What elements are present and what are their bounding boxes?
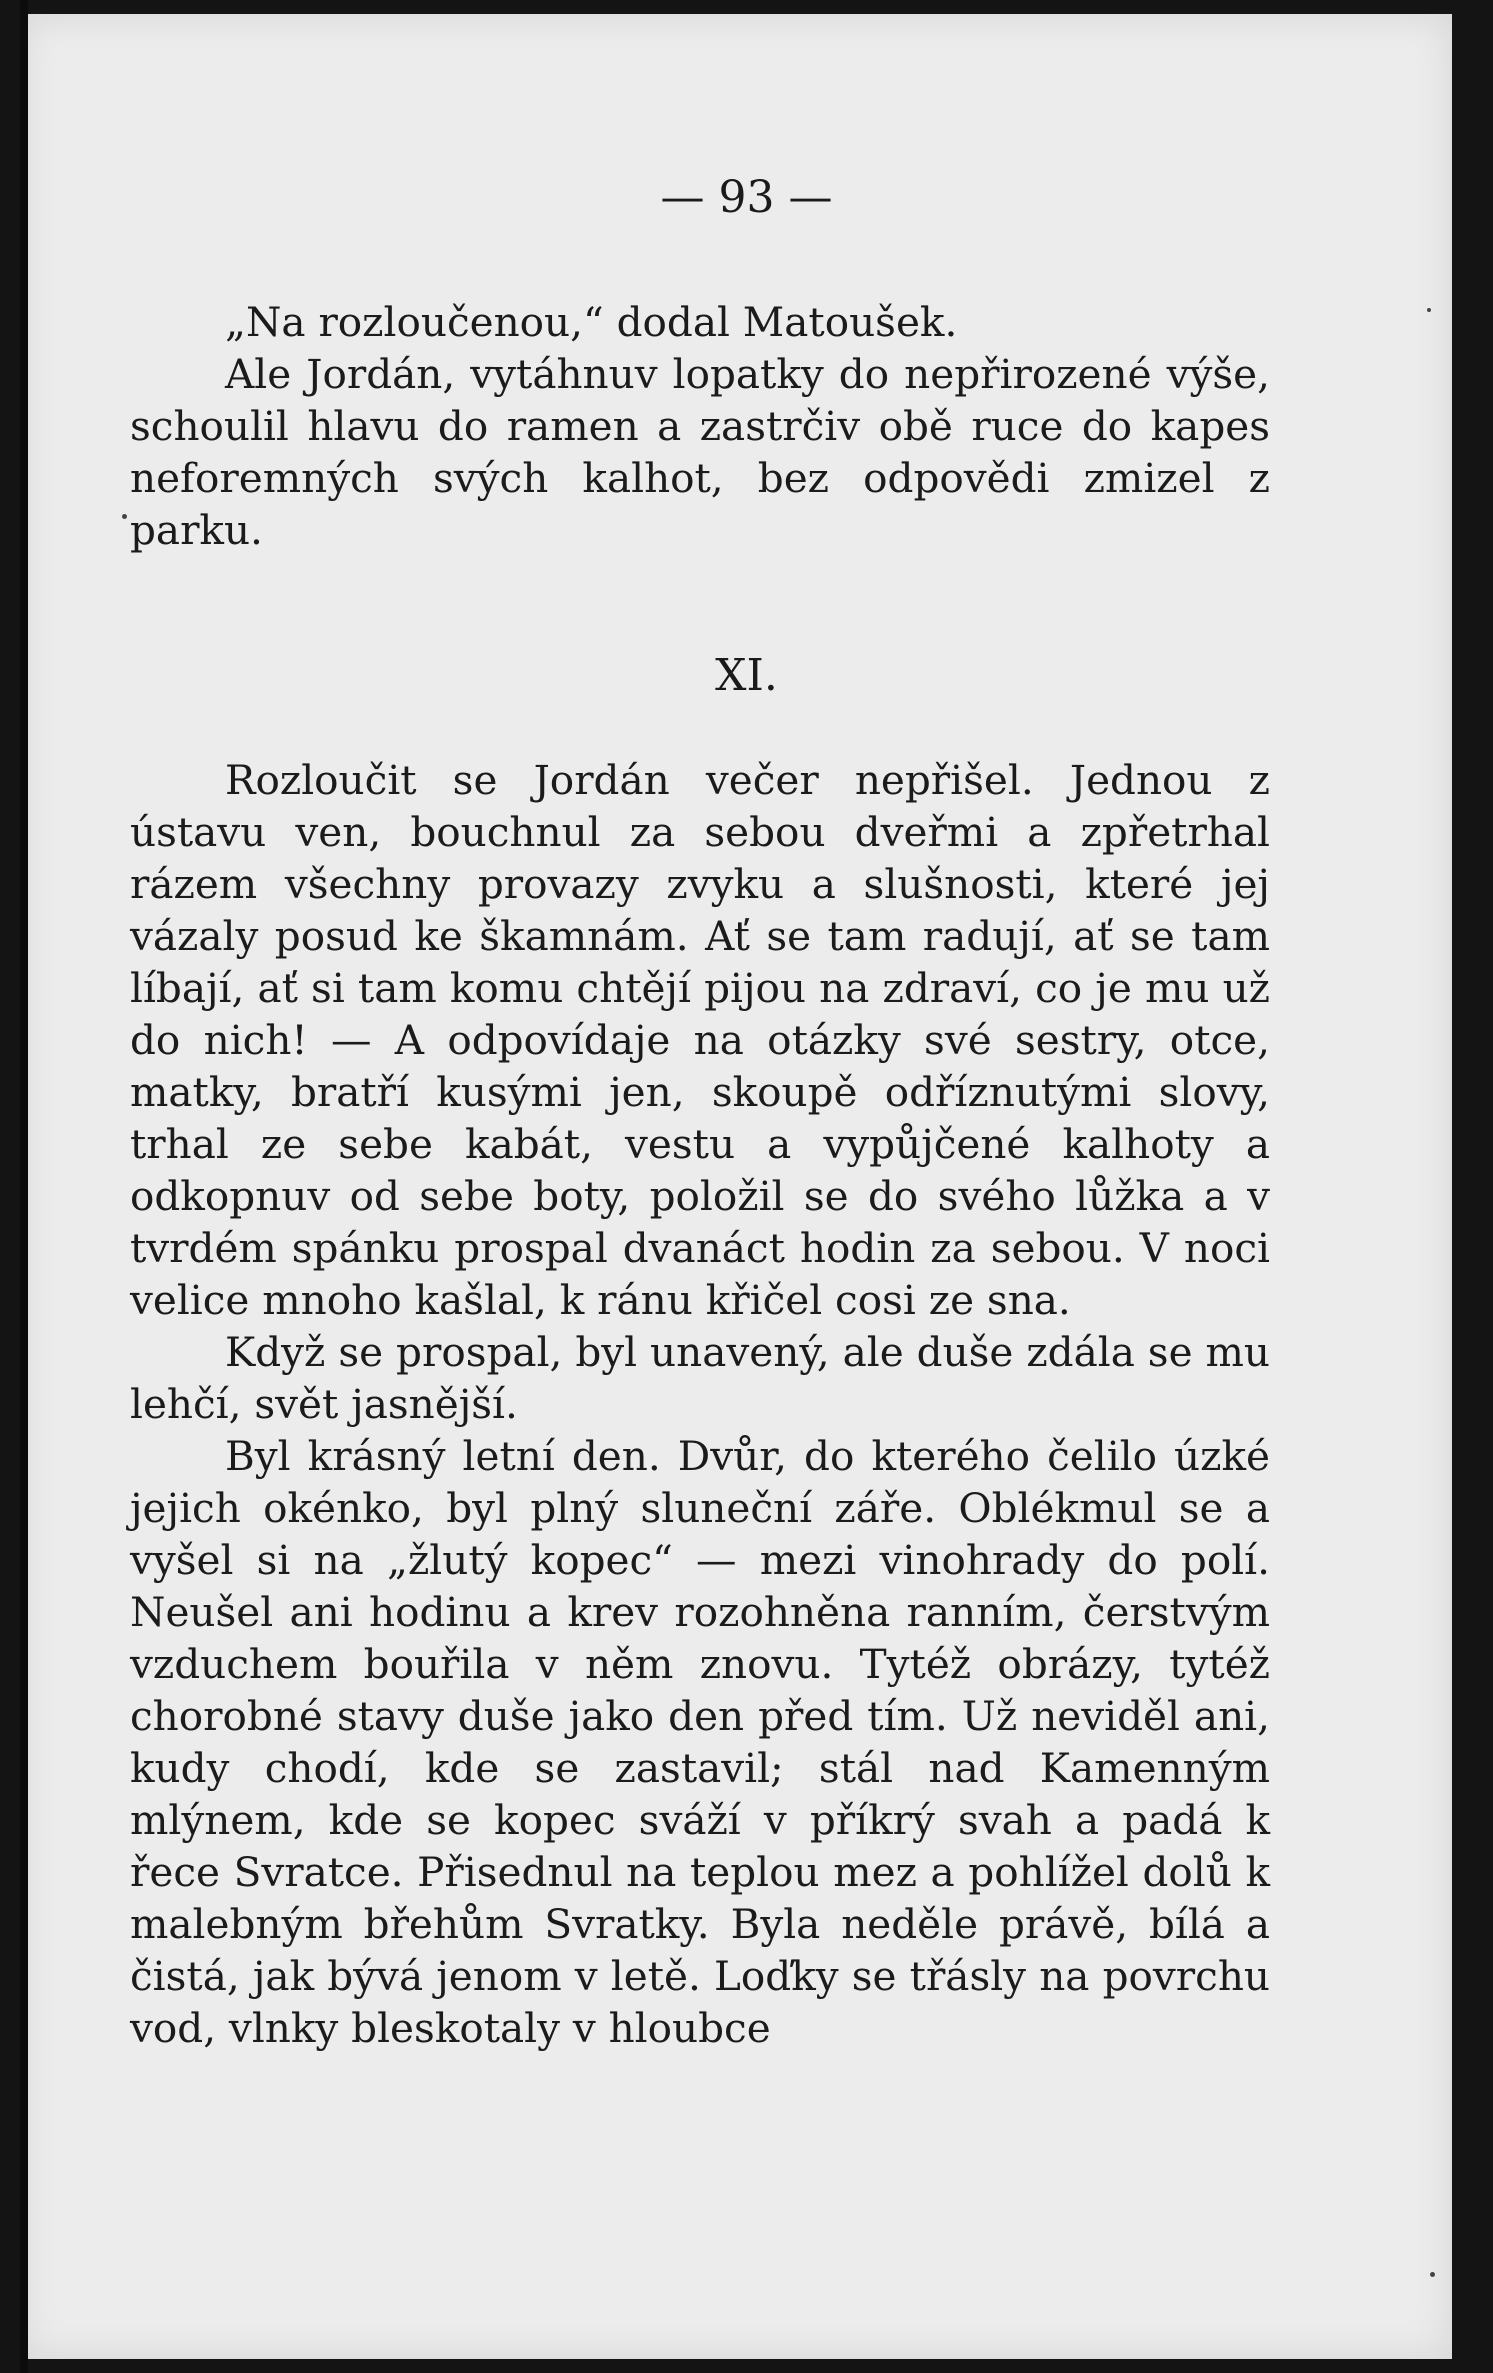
paragraph: Byl krásný letní den. Dvůr, do kterého čelilo úzké jejich okénko, byl plný sluneční záře. Oblékmul se a vyšel si na „žlutý kopec“ — mezi vinohrady do polí. Neušel ani hodinu a krev rozohněna ranním, čerstvým vzduchem bouřila v něm znovu. Tytéž obrázy, tytéž chorobné stavy duše jako den před tím. Už neviděl ani, kudy chodí, kde se zastavil; stál nad Kamenným mlýnem, kde se kopec sváží v příkrý svah a padá k řece Svratce. Přisednul na teplou mez a pohlížel dolů k malebným břehům Svratky. Byla neděle právě, bílá a čistá, jak bývá jenom v letě. Loďky se třásly na povrchu vod, vlnky bleskotaly v hloubce: [130, 1432, 1270, 2052]
text-section-main: [130, 754, 1270, 2054]
text-section-top: [130, 296, 1270, 556]
page-number: — 93 —: [660, 172, 833, 223]
paragraph: Ale Jordán, vytáhnuv lopatky do nepřirozené výše, schoulil hlavu do ramen a zastrčiv obě ruce do kapes neforemných svých kalhot, bez odpovědi zmizel z parku.: [130, 350, 1270, 554]
binding-edge: [20, 0, 28, 2373]
scan-speck: [122, 514, 127, 519]
scan-speck: [1430, 2272, 1435, 2277]
paragraph: „Na rozloučenou,“ dodal Matoušek.: [225, 298, 958, 346]
chapter-heading: XI.: [715, 650, 778, 701]
paragraph: Rozloučit se Jordán večer nepřišel. Jednou z ústavu ven, bouchnul za sebou dveřmi a zpřetrhal rázem všechny provazy zvyku a slušnosti, které jej vázaly posud ke škamnám. Ať se tam radují, ať se tam líbají, ať si tam komu chtějí pijou na zdraví, co je mu už do nich! — A odpovídaje na otázky své sestry, otce, matky, bratří kusými jen, skoupě odříznutými slovy, trhal ze sebe kabát, vestu a vypůjčené kalhoty a odkopnuv od sebe boty, položil se do svého lůžka a v tvrdém spánku prospal dvanáct hodin za sebou. V noci velice mnoho kašlal, k ránu křičel cosi ze sna.: [130, 756, 1270, 1324]
scan-speck: [1427, 308, 1431, 312]
paragraph: Když se prospal, byl unavený, ale duše zdála se mu lehčí, svět jasnější.: [130, 1328, 1270, 1428]
